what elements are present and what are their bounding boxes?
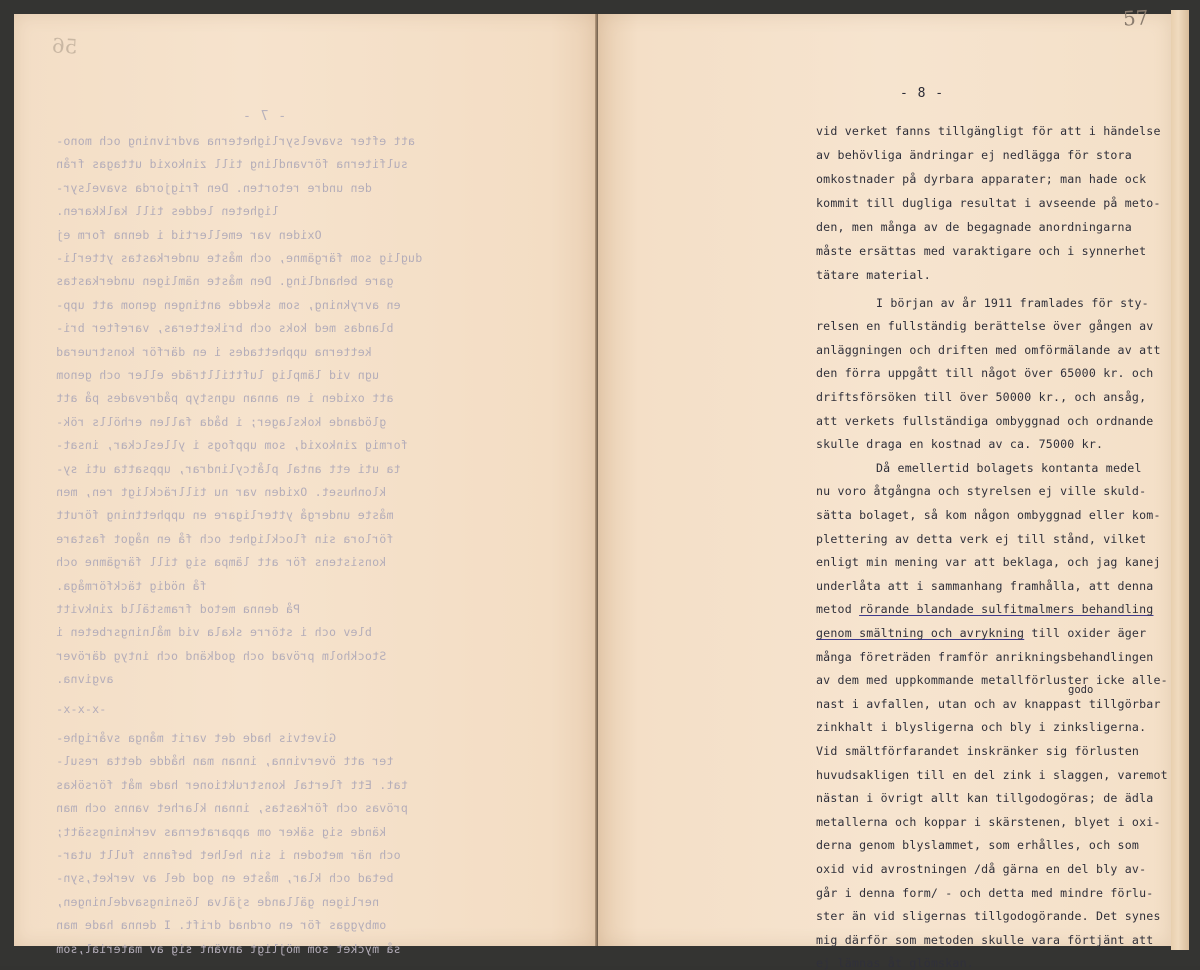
- text-line: kommit till dugliga resultat i avseende på meto-: [816, 196, 1161, 210]
- text-line: den förra uppgått till något över 65000 kr. och: [816, 366, 1154, 381]
- text-line: Då emellertid bolagets kontanta medel: [876, 460, 1142, 475]
- text-line: omkostnader på dyrbara apparater; man hade ock: [816, 172, 1147, 186]
- text-segment: metod: [816, 602, 860, 617]
- text-line: Vid smältförfarandet inskränker sig förlusten: [816, 744, 1140, 758]
- text-line: att efter svavelsyrligheterna avdrivning och mono-: [56, 134, 416, 148]
- text-line: nu voro åtgångna och styrelsen ej ville skuld-: [816, 484, 1147, 499]
- text-line: ugn vid lämplig lufttillträde eller och genom: [56, 368, 380, 382]
- text-line: -x-x-x-: [56, 701, 107, 716]
- text-line: formig zinkoxid, som uppfogs i ylleslckar, insat-: [56, 438, 408, 453]
- text-line: derna genom blyslammet, som erhålles, och som: [816, 838, 1140, 853]
- text-line: nästan i övrigt allt kan tillgodogöras; de ädla: [816, 791, 1154, 806]
- text-line: ombyggas för en ordnad drift. I denna hade man: [56, 918, 387, 933]
- text-line: vid verket fanns tillgängligt för att i händelse: [816, 124, 1161, 138]
- text-line: glödande kokslager; i båda fallen erhölls rök-: [56, 414, 387, 429]
- text-line: den undre retorten. Den frigjorda svavelsyr-: [56, 180, 372, 195]
- text-line: sulfiterna förvandling till zinkoxid uttagas från: [56, 157, 408, 172]
- text-line: av behövliga ändringar ej nedlägga för stora: [816, 148, 1132, 162]
- text-line: konsistens för att lämpa sig till färgämne och: [56, 555, 387, 570]
- text-line: anläggningen och driften med omförmälande av att: [816, 342, 1161, 357]
- text-line: skulle draga en kostnad av ca. 75000 kr.: [816, 437, 1104, 452]
- text-line: av dem med uppkommande metallförluster icke alle-: [816, 673, 1168, 688]
- text-line: enligt min mening var att beklaga, och jag kanej: [816, 555, 1161, 570]
- text-line: [816, 602, 1153, 616]
- text-line: nerligen gällande själva lösningsavdelningen,: [56, 894, 380, 909]
- text-line: relsen en fullständig berättelse över gången av: [816, 319, 1154, 334]
- text-line: kände sig säker om apparaternas verkningssätt;: [56, 824, 387, 839]
- text-line: många företräden framför anrikningsbehandlingen: [816, 649, 1154, 664]
- text-line: metallerna och koppar i skärstenen, blyet i oxi-: [816, 814, 1161, 829]
- text-segment: till oxider äger: [1024, 626, 1147, 640]
- text-line: avgivna.: [56, 672, 114, 687]
- text-line: zinkhalt i blysligerna och bly i zinksligerna.: [816, 720, 1147, 735]
- text-line: oxid vid avrostningen /då gärna en del bly av-: [816, 862, 1147, 876]
- text-line: prövas och förkastas, innan klarhet vanns och man: [56, 801, 408, 816]
- text-line: plettering av detta verk ej till stånd, vilket: [816, 531, 1147, 546]
- text-line: underlåta att i sammanhang framhålla, att denna: [816, 578, 1154, 593]
- text-line: måste undergå ytterligare en upphettning förutt: [56, 508, 394, 523]
- text-line: den, men många av de begagnade anordningarna: [816, 220, 1132, 234]
- text-line: så mycket som möjligt använt sig av material,som: [56, 941, 401, 956]
- text-line: gare behandling. Den måste nämligen underkastas: [56, 274, 394, 289]
- page-edge-strip: [1171, 10, 1189, 950]
- right-page-number: - 8 -: [900, 86, 945, 101]
- text-line: blandas med koks och briketteras, varefter bri-: [56, 321, 394, 336]
- underlined-phrase: genom smältning och avrykning: [816, 626, 1025, 640]
- text-line: På denna metod framställd zinkvitt: [56, 602, 301, 616]
- text-line: att verkets fullständiga ombyggnad och ordnande: [816, 413, 1154, 428]
- text-line: blev och i större skala vid målningsrbeten i: [56, 625, 372, 640]
- text-line: Stockholm prövad och godkänd och intyg däröver: [56, 648, 387, 663]
- text-line: I början av år 1911 framlades för sty-: [876, 295, 1149, 310]
- text-line: ketterna upphettades i en därför konstruerad: [56, 344, 372, 359]
- text-line: förlora sin flocklighet och få en något fastare: [56, 531, 394, 546]
- text-line: nast i avfallen, utan och av knappast tillgörbar: [816, 696, 1161, 711]
- text-line: duglig som färgämne, och måste underkastas ytterli-: [56, 251, 423, 265]
- text-line: går i denna form/ - och detta med mindre förlu-: [816, 885, 1154, 900]
- left-page-number: - 7 -: [242, 109, 287, 124]
- text-line: ter att övervinna, innan man hådde detta resul-: [56, 754, 394, 769]
- right-page: [598, 14, 1171, 970]
- folio-bleed-through: 56: [51, 33, 79, 59]
- text-line: betad och klar, måste en god del av verket,syn-: [56, 871, 394, 886]
- folio-number: 57: [1121, 5, 1149, 31]
- text-line: ta uti ett antal plåtcylindrar, uppsatta uti sy-: [56, 461, 401, 476]
- interlinear-insert: godo: [1068, 684, 1094, 697]
- text-line: tat. Ett flertal konstruktioner hade måt försökas: [56, 777, 408, 792]
- text-line: Givetvis hade det varit många svårighe-: [56, 731, 337, 745]
- text-line: klonhuset. Oxiden var nu tillräckligt ren, men: [56, 485, 387, 499]
- text-line: att oxiden i en annan ugnstyp pådrevades på att: [56, 391, 394, 406]
- text-line: en avrykning, som skedde antingen genom att upp-: [56, 297, 401, 312]
- text-line: sätta bolaget, så kom någon ombyggnad eller kom-: [816, 508, 1161, 522]
- text-line: Oxiden var emellertid i denna form ej: [56, 227, 322, 242]
- left-page: [14, 14, 598, 956]
- text-line: driftsförsöken till över 50000 kr., och ansåg,: [816, 390, 1147, 404]
- underlined-phrase: rörande blandade sulfitmalmers behandling: [859, 602, 1154, 617]
- text-line: få nödig täckförmåga.: [56, 578, 207, 593]
- text-line: tätare material.: [816, 268, 931, 282]
- text-line: ligheten leddes till kalkkaren.: [56, 204, 279, 219]
- text-line: huvudsakligen till en del zink i slaggen, varemot: [816, 767, 1168, 782]
- text-line: måste ersättas med varaktigare och i synnerhet: [816, 244, 1147, 258]
- text-line: och när metoden i sin helhet befanns fullt utar-: [56, 848, 401, 862]
- text-line: mig därför som metoden skulle vara förtjänt att: [816, 932, 1154, 947]
- text-line: ster än vid sligernas tillgodogörande. Det synes: [816, 909, 1161, 924]
- text-line: [816, 626, 1146, 640]
- text-line: ej lämnas åt glömskan.: [816, 956, 974, 970]
